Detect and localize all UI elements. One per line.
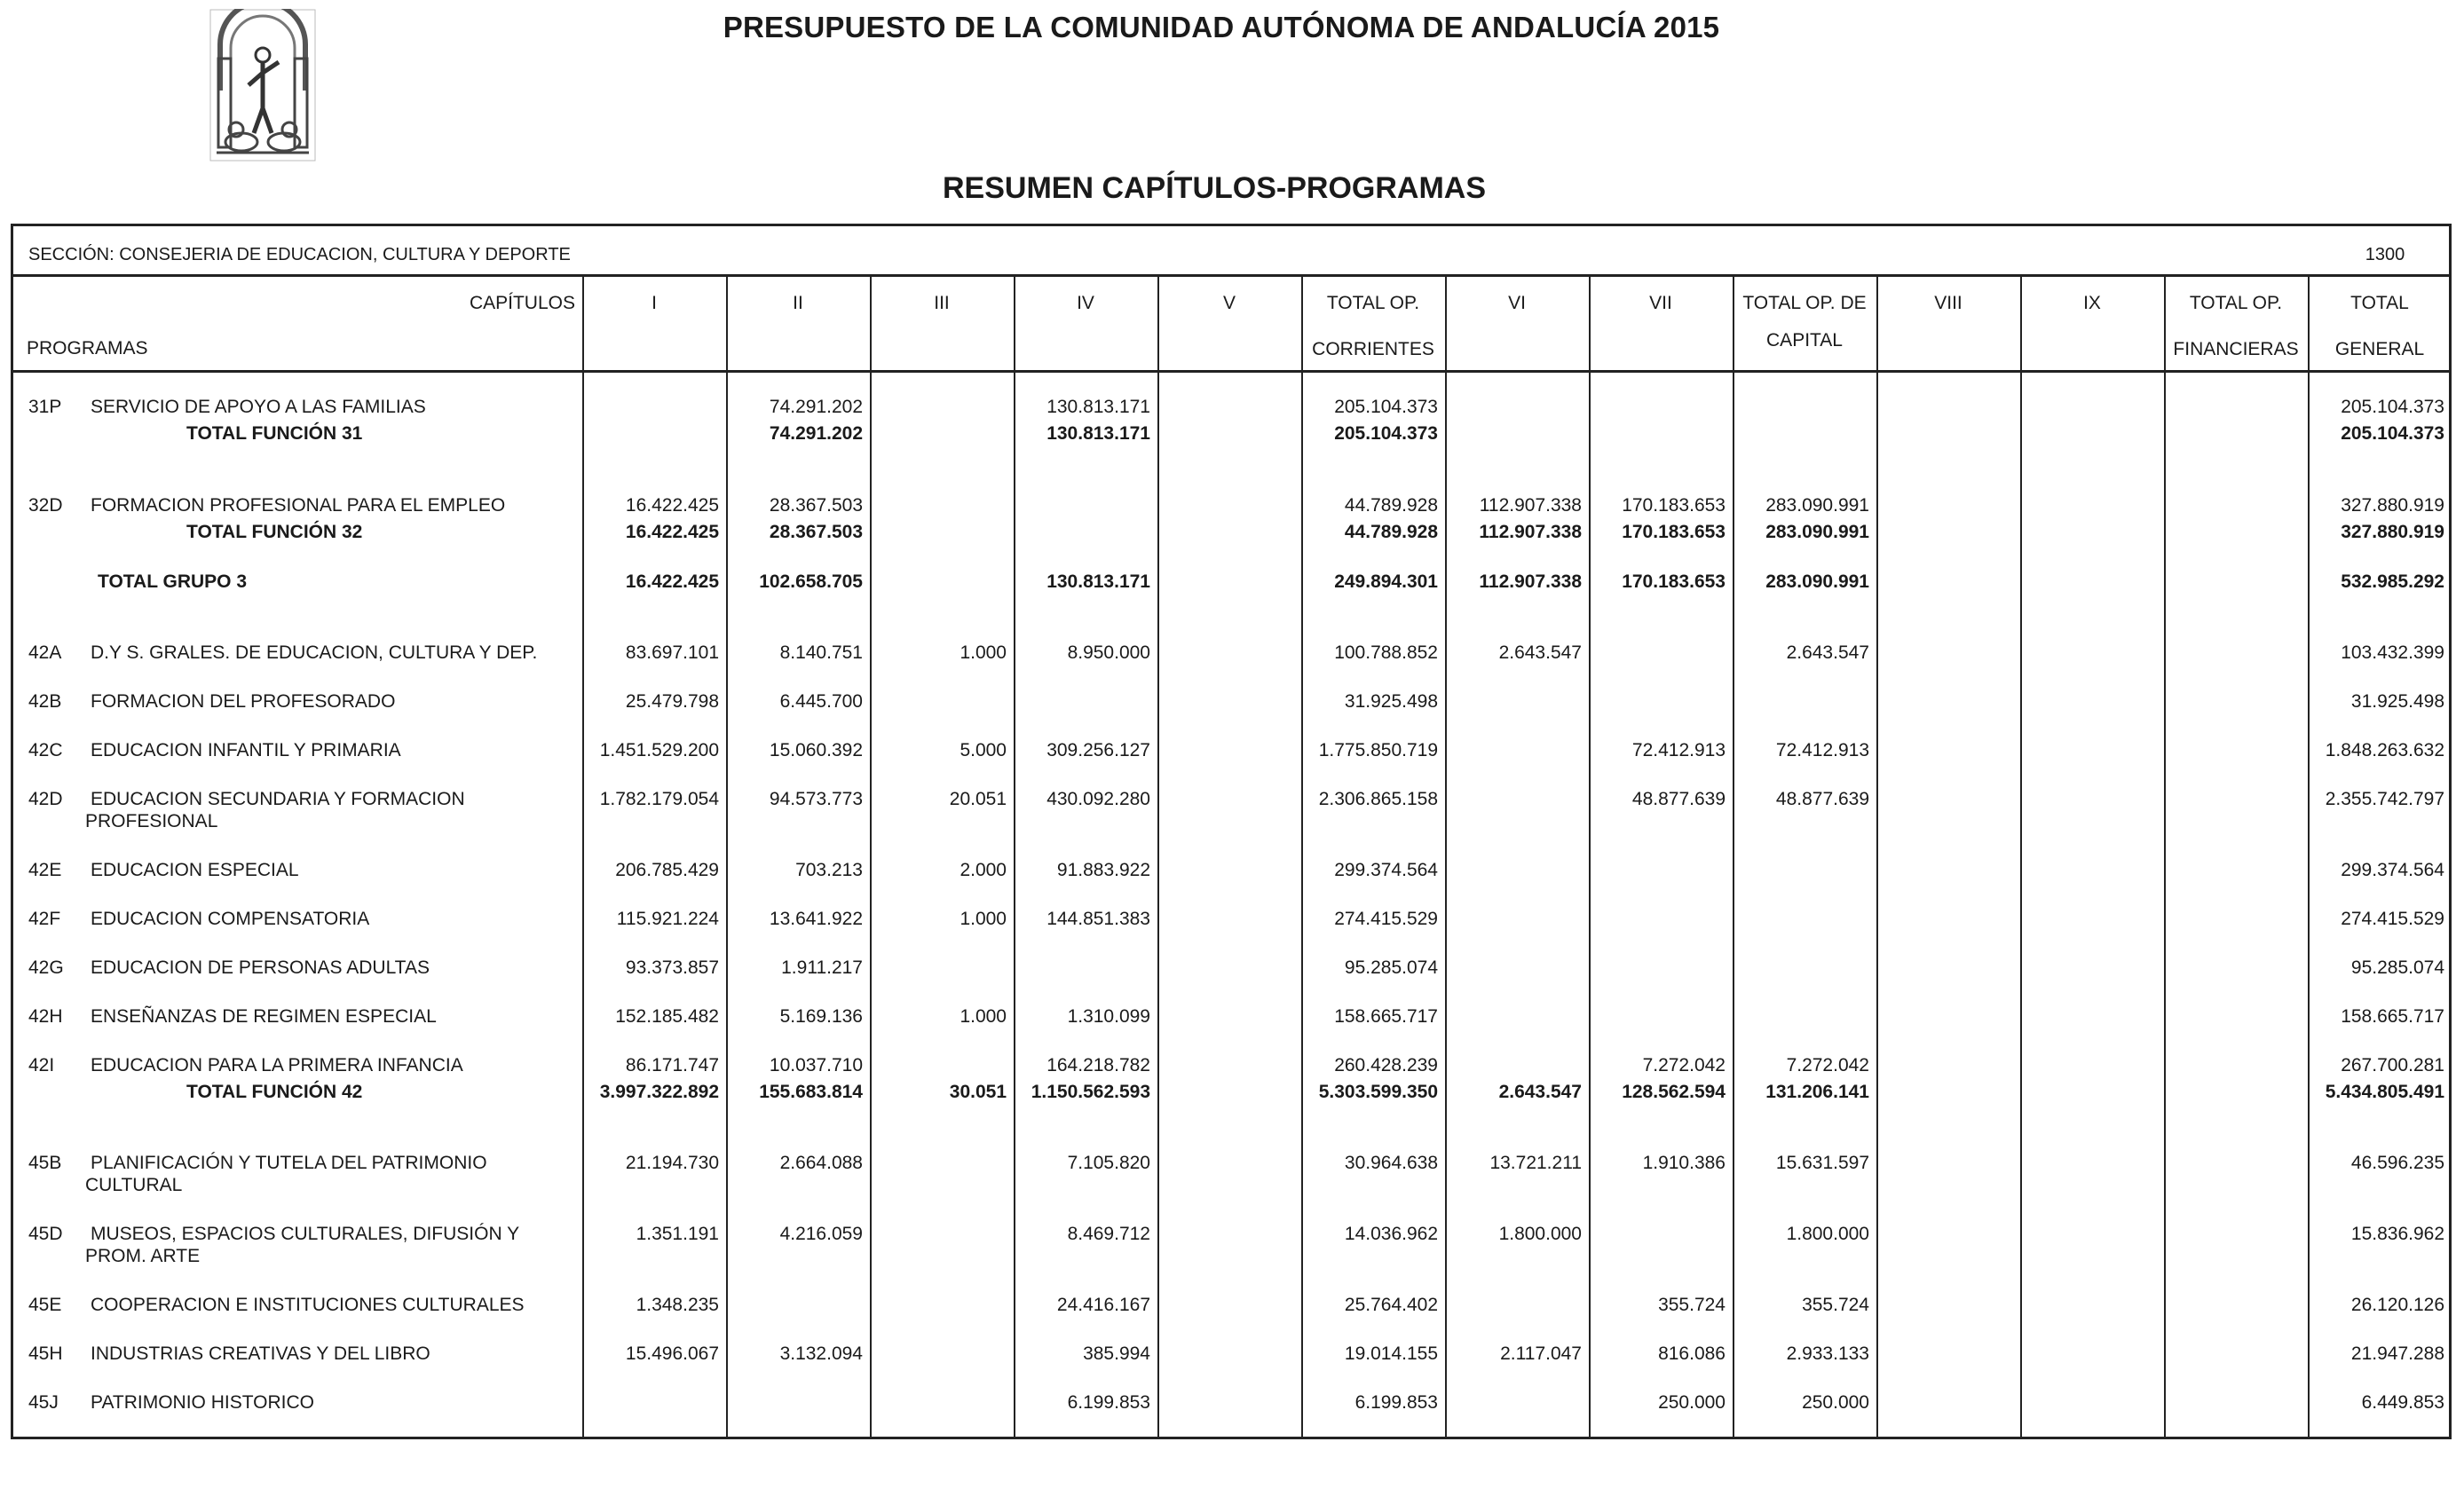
row-value-col-3: 20.051 xyxy=(949,789,1007,809)
row-value-col-1: 206.785.429 xyxy=(615,860,719,880)
row-program-name: D.Y S. GRALES. DE EDUCACION, CULTURA Y DEP. xyxy=(91,642,538,663)
row-value-col-1: 1.348.235 xyxy=(636,1295,719,1315)
row-value-col-7: 13.721.211 xyxy=(1489,1153,1582,1173)
row-program-code: 45J xyxy=(28,1392,59,1413)
column-divider xyxy=(1876,277,1878,1439)
header-col-7: VI xyxy=(1508,293,1526,313)
header-col-10: VIII xyxy=(1934,293,1963,313)
row-value-col-1: 1.451.529.200 xyxy=(599,740,719,760)
row-value-col-9: 72.412.913 xyxy=(1775,740,1869,760)
page-title-text: PRESUPUESTO DE LA COMUNIDAD AUTÓNOMA DE ANDALUCÍA 2015 xyxy=(723,11,1720,43)
row-total-label: TOTAL FUNCIÓN 31 xyxy=(186,423,363,444)
header-capitulos: CAPÍTULOS xyxy=(469,293,575,313)
row-total-label: TOTAL GRUPO 3 xyxy=(98,571,248,592)
column-divider xyxy=(870,277,872,1439)
row-program-name: COOPERACION E INSTITUCIONES CULTURALES xyxy=(91,1295,525,1315)
section-code: 1300 xyxy=(2365,245,2405,264)
row-total-label: TOTAL FUNCIÓN 32 xyxy=(186,522,363,542)
row-value-col-8: 128.562.594 xyxy=(1622,1082,1726,1102)
column-divider xyxy=(1589,277,1591,1439)
row-program-name: FORMACION PROFESIONAL PARA EL EMPLEO xyxy=(91,495,506,516)
row-value-col-7: 2.117.047 xyxy=(1500,1343,1582,1364)
row-value-col-9: 2.643.547 xyxy=(1786,642,1869,663)
header-col-2: II xyxy=(793,293,803,313)
row-value-col-1: 16.422.425 xyxy=(625,571,719,592)
row-program-code: 45E xyxy=(28,1295,62,1315)
row-value-col-1: 1.782.179.054 xyxy=(599,789,719,809)
row-value-col-6: 5.303.599.350 xyxy=(1318,1082,1438,1102)
header-col-1: I xyxy=(652,293,657,313)
row-value-col-2: 3.132.094 xyxy=(779,1343,863,1364)
row-value-col-4: 130.813.171 xyxy=(1046,423,1150,444)
row-value-col-9: 131.206.141 xyxy=(1765,1082,1869,1102)
header-col-12-line2: FINANCIERAS xyxy=(2173,339,2299,359)
column-divider xyxy=(1157,277,1159,1439)
row-value-col-13: 327.880.919 xyxy=(2341,522,2444,542)
row-program-name-line2: PROM. ARTE xyxy=(85,1246,201,1266)
row-value-col-6: 6.199.853 xyxy=(1354,1392,1438,1413)
row-value-col-2: 15.060.392 xyxy=(769,740,863,760)
row-value-col-2: 1.911.217 xyxy=(781,957,863,978)
row-value-col-8: 170.183.653 xyxy=(1622,495,1726,516)
row-value-col-13: 205.104.373 xyxy=(2341,397,2444,417)
row-value-col-9: 2.933.133 xyxy=(1786,1343,1869,1364)
row-value-col-6: 14.036.962 xyxy=(1344,1224,1438,1244)
row-program-name: PLANIFICACIÓN Y TUTELA DEL PATRIMONIO xyxy=(91,1153,487,1173)
header-col-6: TOTAL OP. xyxy=(1326,293,1420,313)
row-value-col-6: 299.374.564 xyxy=(1334,860,1438,880)
row-value-col-1: 21.194.730 xyxy=(625,1153,719,1173)
row-program-code: 45B xyxy=(28,1153,62,1173)
row-value-col-6: 19.014.155 xyxy=(1344,1343,1438,1364)
column-divider xyxy=(1301,277,1303,1439)
row-program-name: ENSEÑANZAS DE REGIMEN ESPECIAL xyxy=(91,1006,437,1027)
row-value-col-6: 249.894.301 xyxy=(1334,571,1438,592)
row-value-col-13: 6.449.853 xyxy=(2361,1392,2444,1413)
row-value-col-9: 283.090.991 xyxy=(1765,571,1869,592)
row-value-col-4: 130.813.171 xyxy=(1046,571,1150,592)
row-value-col-6: 95.285.074 xyxy=(1344,957,1438,978)
row-value-col-4: 91.883.922 xyxy=(1056,860,1150,880)
row-value-col-13: 5.434.805.491 xyxy=(2325,1082,2444,1102)
row-program-name: EDUCACION INFANTIL Y PRIMARIA xyxy=(91,740,401,760)
row-value-col-2: 102.658.705 xyxy=(759,571,863,592)
row-value-col-13: 205.104.373 xyxy=(2341,423,2444,444)
header-col-9-line2: CAPITAL xyxy=(1766,330,1843,351)
row-value-col-6: 205.104.373 xyxy=(1334,423,1438,444)
row-value-col-13: 158.665.717 xyxy=(2341,1006,2444,1027)
row-value-col-2: 28.367.503 xyxy=(769,522,863,542)
page-subtitle xyxy=(0,171,2464,206)
row-value-col-1: 93.373.857 xyxy=(625,957,719,978)
row-program-name-line2: PROFESIONAL xyxy=(85,811,218,831)
row-program-code: 45H xyxy=(28,1343,63,1364)
row-value-col-7: 2.643.547 xyxy=(1498,1082,1582,1102)
header-col-3: III xyxy=(934,293,950,313)
row-value-col-13: 26.120.126 xyxy=(2350,1295,2444,1315)
header-divider xyxy=(11,370,2452,373)
row-value-col-1: 152.185.482 xyxy=(615,1006,719,1027)
row-program-code: 42C xyxy=(28,740,63,760)
row-program-code: 45D xyxy=(28,1224,63,1244)
row-value-col-8: 1.910.386 xyxy=(1642,1153,1726,1173)
row-value-col-13: 21.947.288 xyxy=(2350,1343,2444,1364)
row-program-code: 32D xyxy=(28,495,63,516)
row-program-code: 42I xyxy=(28,1055,55,1075)
row-value-col-1: 83.697.101 xyxy=(625,642,719,663)
header-col-11: IX xyxy=(2083,293,2101,313)
row-value-col-6: 30.964.638 xyxy=(1344,1153,1438,1173)
row-value-col-1: 25.479.798 xyxy=(625,691,719,712)
row-program-code: 42B xyxy=(28,691,62,712)
row-value-col-2: 8.140.751 xyxy=(779,642,863,663)
row-value-col-4: 144.851.383 xyxy=(1046,909,1150,929)
row-value-col-13: 327.880.919 xyxy=(2341,495,2444,516)
row-value-col-13: 46.596.235 xyxy=(2350,1153,2444,1173)
row-value-col-1: 115.921.224 xyxy=(616,909,719,929)
row-program-code: 42F xyxy=(28,909,61,929)
header-col-5: V xyxy=(1222,293,1236,313)
header-col-13-line2: GENERAL xyxy=(2334,339,2425,359)
row-value-col-9: 283.090.991 xyxy=(1765,495,1869,516)
row-value-col-6: 1.775.850.719 xyxy=(1318,740,1438,760)
column-divider xyxy=(1733,277,1734,1439)
row-value-col-7: 112.907.338 xyxy=(1479,495,1582,516)
row-value-col-2: 94.573.773 xyxy=(769,789,863,809)
header-col-12: TOTAL OP. xyxy=(2189,293,2283,313)
row-total-label: TOTAL FUNCIÓN 42 xyxy=(186,1082,363,1102)
row-value-col-4: 130.813.171 xyxy=(1046,397,1150,417)
header-col-6-line2: CORRIENTES xyxy=(1312,339,1434,359)
row-value-col-13: 2.355.742.797 xyxy=(2325,789,2444,809)
column-divider xyxy=(2020,277,2022,1439)
page-subtitle-text: RESUMEN CAPÍTULOS-PROGRAMAS xyxy=(942,171,1487,205)
header-col-9: TOTAL OP. DE xyxy=(1742,293,1867,313)
row-value-col-3: 2.000 xyxy=(960,860,1007,880)
row-program-code: 42D xyxy=(28,789,63,809)
row-value-col-2: 6.445.700 xyxy=(779,691,863,712)
row-value-col-13: 15.836.962 xyxy=(2350,1224,2444,1244)
row-value-col-8: 48.877.639 xyxy=(1631,789,1726,809)
row-value-col-6: 205.104.373 xyxy=(1334,397,1438,417)
row-value-col-1: 15.496.067 xyxy=(625,1343,719,1364)
row-value-col-6: 100.788.852 xyxy=(1334,642,1438,663)
row-value-col-4: 24.416.167 xyxy=(1056,1295,1150,1315)
column-divider xyxy=(582,277,584,1439)
row-value-col-8: 170.183.653 xyxy=(1622,571,1726,592)
row-value-col-4: 8.469.712 xyxy=(1067,1224,1150,1244)
row-value-col-2: 5.169.136 xyxy=(779,1006,863,1027)
row-value-col-6: 31.925.498 xyxy=(1344,691,1438,712)
row-value-col-4: 7.105.820 xyxy=(1067,1153,1150,1173)
row-value-col-1: 16.422.425 xyxy=(625,495,719,516)
row-value-col-1: 1.351.191 xyxy=(636,1224,719,1244)
row-value-col-4: 385.994 xyxy=(1083,1343,1150,1364)
row-value-col-4: 1.150.562.593 xyxy=(1031,1082,1150,1102)
row-value-col-13: 95.285.074 xyxy=(2350,957,2444,978)
row-program-code: 42E xyxy=(28,860,62,880)
row-value-col-6: 260.428.239 xyxy=(1334,1055,1438,1075)
row-value-col-2: 10.037.710 xyxy=(769,1055,863,1075)
row-program-name-line2: CULTURAL xyxy=(85,1175,183,1195)
row-value-col-4: 1.310.099 xyxy=(1067,1006,1150,1027)
row-value-col-1: 86.171.747 xyxy=(625,1055,719,1075)
row-value-col-13: 1.848.263.632 xyxy=(2325,740,2444,760)
row-value-col-4: 309.256.127 xyxy=(1046,740,1150,760)
section-label: SECCIÓN: CONSEJERIA DE EDUCACION, CULTURA Y DEPORTE xyxy=(28,245,571,264)
row-program-name: PATRIMONIO HISTORICO xyxy=(91,1392,315,1413)
row-value-col-8: 816.086 xyxy=(1658,1343,1726,1364)
row-program-code: 42H xyxy=(28,1006,63,1027)
header-col-13: TOTAL xyxy=(2350,293,2409,313)
row-value-col-7: 112.907.338 xyxy=(1479,571,1582,592)
column-divider xyxy=(2164,277,2166,1439)
page-title xyxy=(0,11,2464,44)
row-value-col-2: 28.367.503 xyxy=(769,495,863,516)
row-value-col-2: 2.664.088 xyxy=(779,1153,863,1173)
row-value-col-7: 112.907.338 xyxy=(1479,522,1582,542)
row-value-col-2: 155.683.814 xyxy=(759,1082,863,1102)
row-program-code: 31P xyxy=(28,397,62,417)
row-value-col-3: 1.000 xyxy=(960,642,1007,663)
row-value-col-9: 250.000 xyxy=(1802,1392,1869,1413)
row-value-col-2: 4.216.059 xyxy=(779,1224,863,1244)
row-value-col-9: 1.800.000 xyxy=(1786,1224,1869,1244)
row-value-col-2: 74.291.202 xyxy=(769,397,863,417)
row-value-col-9: 283.090.991 xyxy=(1765,522,1869,542)
row-value-col-1: 16.422.425 xyxy=(625,522,719,542)
row-value-col-4: 8.950.000 xyxy=(1067,642,1150,663)
row-value-col-13: 103.432.399 xyxy=(2341,642,2444,663)
column-divider xyxy=(2308,277,2310,1439)
row-value-col-9: 7.272.042 xyxy=(1786,1055,1869,1075)
row-value-col-6: 25.764.402 xyxy=(1344,1295,1438,1315)
row-value-col-4: 430.092.280 xyxy=(1046,789,1150,809)
row-value-col-2: 13.641.922 xyxy=(769,909,863,929)
row-program-name: INDUSTRIAS CREATIVAS Y DEL LIBRO xyxy=(91,1343,430,1364)
row-value-col-13: 274.415.529 xyxy=(2341,909,2444,929)
row-value-col-2: 74.291.202 xyxy=(769,423,863,444)
row-value-col-8: 72.412.913 xyxy=(1631,740,1726,760)
row-value-col-6: 44.789.928 xyxy=(1344,495,1438,516)
row-value-col-7: 2.643.547 xyxy=(1498,642,1582,663)
row-value-col-8: 250.000 xyxy=(1658,1392,1726,1413)
row-program-name: EDUCACION SECUNDARIA Y FORMACION xyxy=(91,789,465,809)
row-value-col-8: 7.272.042 xyxy=(1642,1055,1726,1075)
row-value-col-8: 170.183.653 xyxy=(1622,522,1726,542)
row-value-col-1: 3.997.322.892 xyxy=(599,1082,719,1102)
row-value-col-4: 6.199.853 xyxy=(1067,1392,1150,1413)
row-program-name: SERVICIO DE APOYO A LAS FAMILIAS xyxy=(91,397,426,417)
row-value-col-6: 2.306.865.158 xyxy=(1318,789,1438,809)
row-value-col-8: 355.724 xyxy=(1658,1295,1726,1315)
row-program-code: 42A xyxy=(28,642,62,663)
row-value-col-6: 274.415.529 xyxy=(1334,909,1438,929)
row-program-name: EDUCACION COMPENSATORIA xyxy=(91,909,370,929)
row-value-col-13: 299.374.564 xyxy=(2341,860,2444,880)
row-value-col-6: 44.789.928 xyxy=(1344,522,1438,542)
row-value-col-13: 267.700.281 xyxy=(2341,1055,2444,1075)
column-divider xyxy=(1014,277,1015,1439)
row-program-name: MUSEOS, ESPACIOS CULTURALES, DIFUSIÓN Y xyxy=(91,1224,520,1244)
section-row xyxy=(11,224,2452,277)
header-col-8: VII xyxy=(1649,293,1672,313)
row-value-col-3: 1.000 xyxy=(960,1006,1007,1027)
row-value-col-7: 1.800.000 xyxy=(1498,1224,1582,1244)
row-value-col-6: 158.665.717 xyxy=(1334,1006,1438,1027)
column-divider xyxy=(726,277,728,1439)
row-program-name: EDUCACION PARA LA PRIMERA INFANCIA xyxy=(91,1055,463,1075)
row-program-name: EDUCACION ESPECIAL xyxy=(91,860,299,880)
header-programas: PROGRAMAS xyxy=(27,338,148,358)
row-program-name: EDUCACION DE PERSONAS ADULTAS xyxy=(91,957,430,978)
row-value-col-2: 703.213 xyxy=(795,860,863,880)
row-value-col-9: 355.724 xyxy=(1802,1295,1869,1315)
row-value-col-4: 164.218.782 xyxy=(1046,1055,1150,1075)
row-value-col-13: 532.985.292 xyxy=(2341,571,2444,592)
column-divider xyxy=(1445,277,1447,1439)
row-value-col-9: 48.877.639 xyxy=(1775,789,1869,809)
row-value-col-3: 5.000 xyxy=(960,740,1007,760)
row-value-col-3: 30.051 xyxy=(949,1082,1007,1102)
row-program-code: 42G xyxy=(28,957,64,978)
row-value-col-9: 15.631.597 xyxy=(1775,1153,1869,1173)
row-program-name: FORMACION DEL PROFESORADO xyxy=(91,691,396,712)
row-value-col-13: 31.925.498 xyxy=(2350,691,2444,712)
row-value-col-3: 1.000 xyxy=(960,909,1007,929)
header-col-4: IV xyxy=(1077,293,1094,313)
